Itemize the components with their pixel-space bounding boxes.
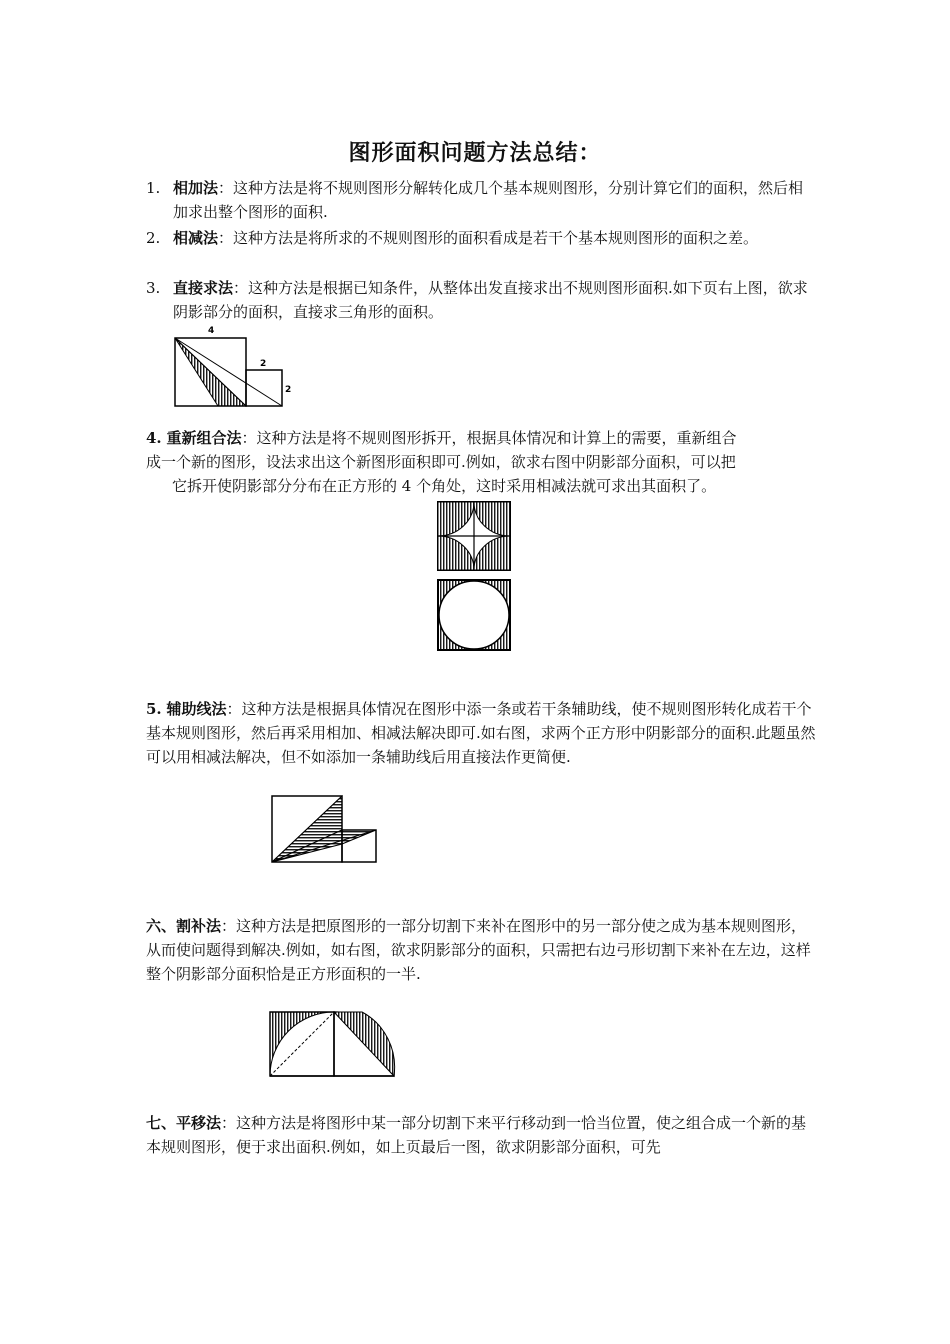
section-text-line1: 这种方法是将不规则图形拆开，根据具体情况和计算上的需要，重新组合 [256, 429, 737, 447]
item-term: 相加法 [173, 179, 219, 197]
item-text: 这种方法是将不规则图形分解转化成几个基本规则图形，分别计算它们的面积，然后相加求出整个图形的面积. [173, 179, 804, 221]
section-colon: ： [241, 429, 257, 447]
section-colon: ： [221, 917, 237, 935]
section-colon: ： [221, 1114, 237, 1132]
section-text: 这种方法是将图形中某一部分切割下来平行移动到一恰当位置，使之组合成一个新的基本规则图形，便于求出面积.例如，如上页最后一图，欲求阴影部分面积，可先 [146, 1114, 807, 1156]
item-term: 相减法 [173, 229, 219, 247]
section-term: 辅助线法 [166, 700, 227, 718]
label-4: 4 [208, 326, 215, 336]
section-text: 这种方法是把原图形的一部分切割下来补在图形中的另一部分使之成为基本规则图形，从而使问题得到解决.例如，如右图，欲求阴影部分的面积，只需把右边弓形切割下来补在左边，这样整个阴影部分面积恰是正方形面积的一半. [146, 917, 811, 983]
section-term: 割补法 [176, 917, 222, 935]
item-number: 1. [146, 179, 161, 197]
section-5 [146, 697, 816, 769]
page-title: 图形面积问题方法总结： [348, 140, 602, 166]
list-item [146, 226, 816, 250]
section-7 [146, 1111, 816, 1159]
section-colon: ： [226, 700, 242, 718]
section-4 [146, 426, 816, 498]
item-term: 直接求法 [173, 279, 234, 297]
section-text: 这种方法是根据具体情况在图形中添一条或若干条辅助线，使不规则图形转化成若干个基本规则图形，然后再采用相加、相减法解决即可.如右图，求两个正方形中阴影部分的面积.此题虽然可以用相减法解决，但不如添加一条辅助线后用直接法作更简便. [146, 700, 816, 766]
item-colon: ： [218, 229, 234, 247]
item-number: 3. [146, 279, 161, 297]
item-colon: ： [218, 179, 234, 197]
section-text-line2: 成一个新的图形，设法求出这个新图形面积即可.例如，欲求右图中阴影部分面积，可以把 [146, 453, 736, 471]
section-6 [146, 914, 816, 986]
section-text-line3: 它拆开使阴影部分分布在正方形的 4 个角处，这时采用相减法就可求出其面积了。 [172, 477, 717, 495]
list-item [146, 176, 816, 224]
figure-recombination [434, 500, 514, 654]
item-text: 这种方法是将所求的不规则图形的面积看成是若干个基本规则图形的面积之差。 [233, 229, 759, 247]
section-term: 平移法 [176, 1114, 222, 1132]
item-text: 这种方法是根据已知条件，从整体出发直接求出不规则图形面积.如下页右上图，欲求阴影部分的面积，直接求三角形的面积。 [173, 279, 808, 321]
section-number: 六、 [146, 917, 177, 935]
item-colon: ： [233, 279, 249, 297]
section-number: 七、 [146, 1114, 177, 1132]
list-item [146, 276, 816, 324]
label-2-right: 2 [285, 385, 292, 395]
item-number: 2. [146, 229, 161, 247]
figure-direct-method [170, 322, 300, 412]
figure-auxiliary-line [268, 792, 382, 868]
section-term: 重新组合法 [166, 429, 242, 447]
section-number: 4. [146, 429, 162, 447]
figure-cut-and-fill [266, 1008, 398, 1082]
section-number: 5. [146, 700, 162, 718]
label-2-mid: 2 [260, 359, 267, 369]
